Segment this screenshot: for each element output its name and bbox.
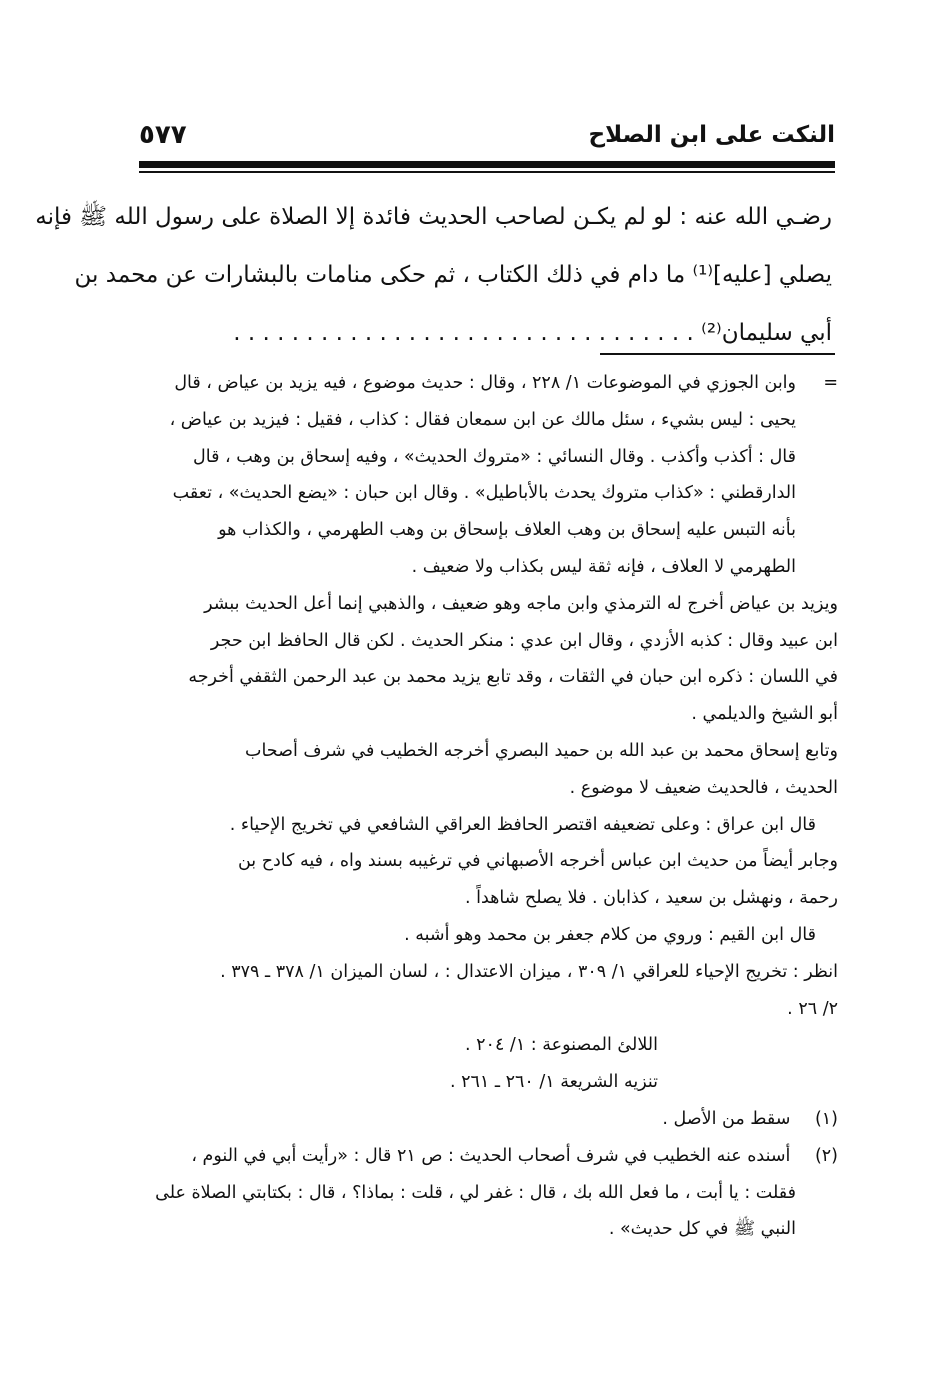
footnote-number: (٢): [814, 1145, 838, 1166]
footnote-line: قال : أكذب وأكذب . وقال النسائي : «متروك الحديث» ، وفيه إسحاق بن وهب ، قال: [193, 446, 796, 467]
page-number: ٥٧٧: [139, 120, 187, 150]
footnote-line: انظر : تخريج الإحياء للعراقي ١/ ٣٠٩ ، ميزان الاعتدال : ، لسان الميزان ١/ ٣٧٨ ـ ٣٧٩ .: [220, 961, 838, 982]
footnote-line: قال ابن القيم : وروي من كلام جعفر بن محمد وهو أشبه .: [404, 924, 816, 945]
footnote-line: ابن عبيد وقال : كذبه الأزدي ، وقال ابن عدي : منكر الحديث . لكن قال الحافظ ابن حجر: [210, 630, 838, 651]
main-text-line: أبي سليمان⁽²⁾ . . . . . . . . . . . . . . . . . . . . . . . . . . . . . . . .: [233, 320, 832, 346]
footnote-line: الطهرمي لا العلاف ، فإنه ثقة ليس بكذاب ولا ضعيف .: [411, 556, 796, 577]
footnote-line: رحمة ، ونهشل بن سعيد ، كذابان . فلا يصلح شاهداً .: [464, 888, 838, 909]
footnote-text: سقط من الأصل .: [662, 1108, 791, 1129]
continuation-mark: =: [823, 373, 838, 393]
footnote-line: ويزيد بن عياض أخرج له الترمذي وابن ماجه وهو ضعيف ، والذهبي إنما أعل الحديث ببشر: [204, 593, 838, 614]
footnote-2: [132, 1138, 838, 1175]
footnote-line: يحيى : ليس بشيء ، سئل مالك عن ابن سمعان فقال : كذاب ، فقيل : فيزيد بن عياض ،: [169, 409, 796, 430]
footnote-line: بأنه التبس عليه إسحاق بن وهب العلاف بإسحاق بن وهب الطهرمي ، والكذاب هو: [218, 520, 796, 541]
main-text: [35, 188, 832, 362]
footnote-text: فقلت : يا أبت ، ما فعل الله بك ، قال : غفر لي ، قلت : بماذا؟ ، قال : بكتابتي الصلاة على: [155, 1182, 796, 1203]
footnote-line: الدارقطني : «كذاب متروك يحدث بالأباطيل» . وقال ابن حبان : «يضع الحديث» ، تعقب: [172, 483, 796, 504]
footnote-line: الحديث ، فالحديث ضعيف لا موضوع .: [569, 777, 838, 798]
footnote-line: أبو الشيخ والديلمي .: [691, 704, 838, 725]
running-title: النكت على ابن الصلاح: [588, 122, 835, 148]
footnote-text: النبي ﷺ في كل حديث» .: [608, 1219, 796, 1240]
footnote-1: [132, 1101, 838, 1138]
header-rule-thin: [139, 171, 835, 173]
footnote-line: وجابر أيضاً من حديث ابن عباس أخرجه الأصبهاني في ترغيبه بسند واه ، فيه كادح بن: [237, 851, 838, 872]
footnote-line: تنزيه الشريعة ١/ ٢٦٠ ـ ٢٦١ .: [449, 1072, 658, 1093]
footnote-line: وابن الجوزي في الموضوعات ١/ ٢٢٨ ، وقال : حديث موضوع ، فيه يزيد بن عياض ، قال: [174, 373, 796, 393]
footnote-line: اللالئ المصنوعة : ١/ ٢٠٤ .: [465, 1035, 658, 1056]
footnote-line: قال ابن عراق : وعلى تضعيفه اقتصر الحافظ العراقي الشافعي في تخريج الإحياء .: [229, 814, 816, 835]
main-text-line: يصلي [عليه]⁽¹⁾ ما دام في ذلك الكتاب ، ثم حكى منامات بالبشارات عن محمد بن: [74, 262, 832, 288]
footnote-text: أسنده عنه الخطيب في شرف أصحاب الحديث : ص ٢١ قال : «رأيت أبي في النوم ،: [191, 1145, 791, 1166]
main-text-line: رضـي الله عنه : لو لم يكـن لصاحب الحديث فائدة إلا الصلاة على رسول الله ﷺ فإنه: [35, 204, 832, 230]
page-header: [139, 118, 835, 158]
footnote-line: ٢/ ٢٦ .: [787, 998, 838, 1019]
header-rule-thick: [139, 161, 835, 168]
footnote-line: وتابع إسحاق محمد بن عبد الله بن حميد البصري أخرجه الخطيب في شرف أصحاب: [244, 740, 838, 761]
footnote-number: (١): [814, 1108, 838, 1129]
footnote-separator: [600, 353, 835, 355]
footnote-line: في اللسان : ذكره ابن حبان في الثقات ، وقد تابع يزيد محمد بن عبد الرحمن الثقفي أخرجه: [188, 667, 838, 688]
footnotes: [132, 365, 838, 1248]
